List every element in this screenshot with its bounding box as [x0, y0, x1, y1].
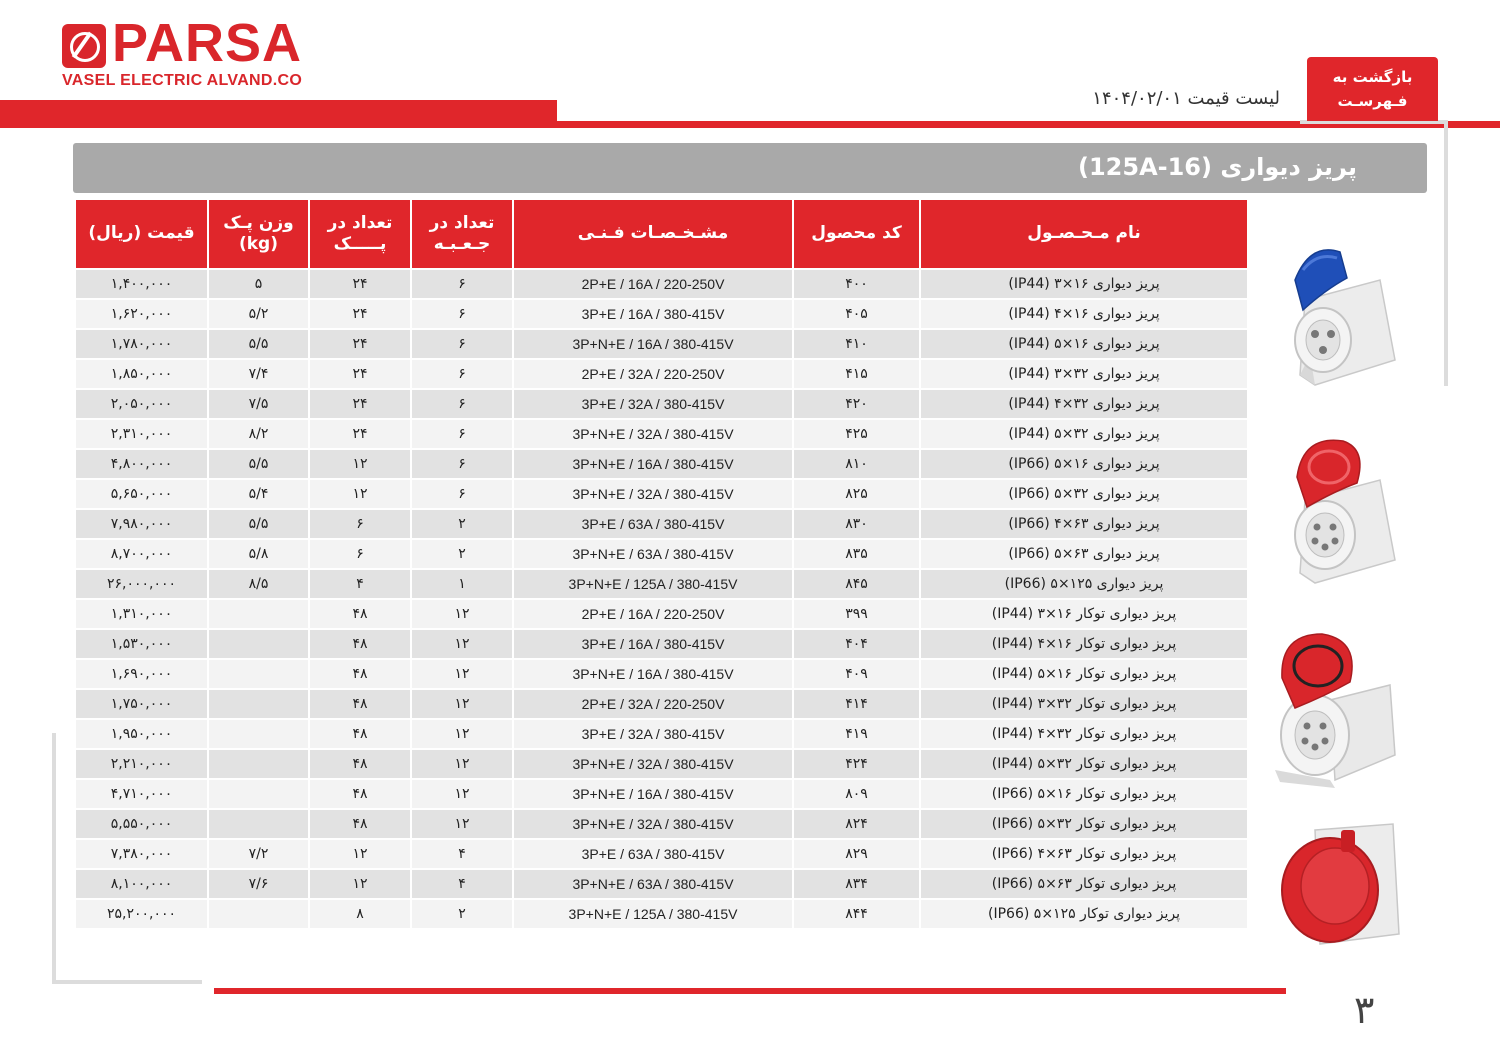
cell-pack-weight	[209, 720, 308, 748]
cell-product-name: پریز دیواری ۳۲×۴ (IP44)	[921, 390, 1247, 418]
header-per-pack: تعداد در پـــــک	[310, 200, 410, 268]
cell-specs: 3P+N+E / 63A / 380-415V	[514, 870, 792, 898]
cell-per-box: ۶	[412, 480, 512, 508]
cell-per-box: ۲	[412, 900, 512, 928]
cell-product-name: پریز دیواری توکار ۳۲×۵ (IP66)	[921, 810, 1247, 838]
cell-product-name: پریز دیواری توکار ۱۲۵×۵ (IP66)	[921, 900, 1247, 928]
cell-per-box: ۴	[412, 870, 512, 898]
cell-product-name: پریز دیواری ۳۲×۵ (IP44)	[921, 420, 1247, 448]
table-header-row	[76, 200, 1247, 268]
price-table	[74, 198, 1249, 930]
cell-product-code: ۴۰۹	[794, 660, 919, 688]
cell-product-name: پریز دیواری توکار ۱۶×۳ (IP44)	[921, 600, 1247, 628]
header-per-box: تعداد در جـعـبـه	[412, 200, 512, 268]
cell-product-code: ۳۹۹	[794, 600, 919, 628]
cell-product-code: ۴۱۵	[794, 360, 919, 388]
cell-per-box: ۶	[412, 360, 512, 388]
cell-product-name: پریز دیواری توکار ۳۲×۳ (IP44)	[921, 690, 1247, 718]
cell-price: ۷,۳۸۰,۰۰۰	[76, 840, 207, 868]
cell-product-name: پریز دیواری ۱۶×۴ (IP44)	[921, 300, 1247, 328]
cell-product-name: پریز دیواری ۶۳×۵ (IP66)	[921, 540, 1247, 568]
table-body	[76, 270, 1247, 928]
cell-price: ۸,۷۰۰,۰۰۰	[76, 540, 207, 568]
table-row	[76, 540, 1247, 568]
cell-per-box: ۶	[412, 420, 512, 448]
cell-pack-weight: ۵/۵	[209, 450, 308, 478]
cell-price: ۲۵,۲۰۰,۰۰۰	[76, 900, 207, 928]
cell-product-code: ۴۲۴	[794, 750, 919, 778]
cell-per-pack: ۲۴	[310, 330, 410, 358]
cell-price: ۲۶,۰۰۰,۰۰۰	[76, 570, 207, 598]
cell-pack-weight: ۷/۴	[209, 360, 308, 388]
cell-specs: 3P+N+E / 125A / 380-415V	[514, 570, 792, 598]
cell-pack-weight	[209, 750, 308, 778]
table-row	[76, 570, 1247, 598]
table-row	[76, 600, 1247, 628]
cell-specs: 3P+N+E / 16A / 380-415V	[514, 450, 792, 478]
cell-price: ۱,۶۲۰,۰۰۰	[76, 300, 207, 328]
table-row	[76, 450, 1247, 478]
header-price: قیمت (ریال)	[76, 200, 207, 268]
cell-price: ۷,۹۸۰,۰۰۰	[76, 510, 207, 538]
cell-price: ۱,۸۵۰,۰۰۰	[76, 360, 207, 388]
cell-per-pack: ۱۲	[310, 450, 410, 478]
brand-subtitle: VASEL ELECTRIC ALVAND.CO	[62, 72, 303, 89]
back-button-line1: بازگشت به	[1332, 68, 1413, 86]
cell-specs: 3P+N+E / 16A / 380-415V	[514, 660, 792, 688]
cell-product-code: ۸۳۴	[794, 870, 919, 898]
cell-product-name: پریز دیواری ۳۲×۵ (IP66)	[921, 480, 1247, 508]
cell-product-code: ۸۴۴	[794, 900, 919, 928]
cell-pack-weight: ۵/۴	[209, 480, 308, 508]
table-row	[76, 480, 1247, 508]
cell-product-name: پریز دیواری ۱۶×۵ (IP66)	[921, 450, 1247, 478]
header-product-name: نام مـحـصـول	[921, 200, 1247, 268]
table-row	[76, 900, 1247, 928]
cell-pack-weight: ۵/۵	[209, 510, 308, 538]
cell-price: ۱,۶۹۰,۰۰۰	[76, 660, 207, 688]
table-row	[76, 780, 1247, 808]
cell-pack-weight: ۵/۵	[209, 330, 308, 358]
cell-product-code: ۸۲۴	[794, 810, 919, 838]
cell-product-name: پریز دیواری توکار ۳۲×۵ (IP44)	[921, 750, 1247, 778]
cell-per-pack: ۲۴	[310, 420, 410, 448]
cell-per-pack: ۴	[310, 570, 410, 598]
cell-price: ۱,۷۵۰,۰۰۰	[76, 690, 207, 718]
price-list-date: لیست قیمت ۱۴۰۴/۰۲/۰۱	[1092, 88, 1280, 109]
cell-product-code: ۴۲۰	[794, 390, 919, 418]
cell-price: ۱,۳۱۰,۰۰۰	[76, 600, 207, 628]
cell-per-pack: ۲۴	[310, 360, 410, 388]
cell-pack-weight	[209, 900, 308, 928]
price-table-container	[74, 198, 1245, 930]
cell-product-name: پریز دیواری توکار ۱۶×۴ (IP44)	[921, 630, 1247, 658]
cell-per-pack: ۴۸	[310, 780, 410, 808]
cell-price: ۱,۹۵۰,۰۰۰	[76, 720, 207, 748]
cell-specs: 3P+N+E / 32A / 380-415V	[514, 420, 792, 448]
cell-per-box: ۱۲	[412, 630, 512, 658]
cell-pack-weight	[209, 690, 308, 718]
brand-name: PARSA	[112, 13, 303, 73]
cell-price: ۴,۷۱۰,۰۰۰	[76, 780, 207, 808]
cell-pack-weight	[209, 630, 308, 658]
cell-per-box: ۱۲	[412, 810, 512, 838]
cell-price: ۸,۱۰۰,۰۰۰	[76, 870, 207, 898]
cell-pack-weight: ۷/۲	[209, 840, 308, 868]
cell-product-name: پریز دیواری توکار ۱۶×۵ (IP44)	[921, 660, 1247, 688]
table-row	[76, 690, 1247, 718]
cell-price: ۴,۸۰۰,۰۰۰	[76, 450, 207, 478]
table-row	[76, 840, 1247, 868]
table-row	[76, 660, 1247, 688]
cell-per-pack: ۲۴	[310, 270, 410, 298]
cell-per-pack: ۴۸	[310, 690, 410, 718]
cell-per-box: ۶	[412, 300, 512, 328]
section-title: پریز دیواری (16-125A)	[1078, 153, 1357, 181]
cell-specs: 3P+N+E / 63A / 380-415V	[514, 540, 792, 568]
cell-product-name: پریز دیواری ۱۲۵×۵ (IP66)	[921, 570, 1247, 598]
cell-product-code: ۸۳۰	[794, 510, 919, 538]
cell-per-box: ۲	[412, 510, 512, 538]
cell-price: ۱,۵۳۰,۰۰۰	[76, 630, 207, 658]
cell-product-name: پریز دیواری توکار ۶۳×۴ (IP66)	[921, 840, 1247, 868]
cell-pack-weight: ۵/۸	[209, 540, 308, 568]
cell-per-pack: ۲۴	[310, 390, 410, 418]
cell-per-pack: ۸	[310, 900, 410, 928]
cell-per-box: ۶	[412, 330, 512, 358]
cell-product-name: پریز دیواری ۳۲×۳ (IP44)	[921, 360, 1247, 388]
cell-product-code: ۸۱۰	[794, 450, 919, 478]
cell-pack-weight	[209, 810, 308, 838]
cell-per-pack: ۲۴	[310, 300, 410, 328]
cell-product-code: ۸۲۵	[794, 480, 919, 508]
blue-wall-socket-icon	[1285, 240, 1400, 390]
red-wall-socket-ip66-icon	[1285, 435, 1400, 585]
red-surface-socket-icon	[1270, 630, 1405, 790]
decorative-line	[1444, 122, 1448, 386]
cell-product-name: پریز دیواری توکار ۶۳×۵ (IP66)	[921, 870, 1247, 898]
cell-product-code: ۸۰۹	[794, 780, 919, 808]
cell-pack-weight	[209, 780, 308, 808]
table-row	[76, 300, 1247, 328]
cell-per-pack: ۴۸	[310, 660, 410, 688]
cell-price: ۲,۰۵۰,۰۰۰	[76, 390, 207, 418]
header-pack-weight: وزن پـک (kg)	[209, 200, 308, 268]
cell-pack-weight	[209, 600, 308, 628]
cell-specs: 3P+E / 63A / 380-415V	[514, 840, 792, 868]
table-row	[76, 870, 1247, 898]
cell-product-code: ۴۱۹	[794, 720, 919, 748]
cell-per-box: ۱۲	[412, 600, 512, 628]
cell-specs: 3P+E / 63A / 380-415V	[514, 510, 792, 538]
cell-product-code: ۴۰۰	[794, 270, 919, 298]
cell-per-pack: ۱۲	[310, 480, 410, 508]
cell-per-box: ۶	[412, 450, 512, 478]
cell-product-code: ۴۰۴	[794, 630, 919, 658]
cell-product-code: ۸۲۹	[794, 840, 919, 868]
header-specs: مشـخـصـات فـنـی	[514, 200, 792, 268]
cell-product-name: پریز دیواری ۶۳×۴ (IP66)	[921, 510, 1247, 538]
cell-price: ۱,۴۰۰,۰۰۰	[76, 270, 207, 298]
brand-logo	[62, 13, 322, 92]
cell-price: ۲,۲۱۰,۰۰۰	[76, 750, 207, 778]
decorative-line	[52, 733, 56, 983]
cell-specs: 2P+E / 16A / 220-250V	[514, 600, 792, 628]
table-row	[76, 390, 1247, 418]
cell-specs: 3P+E / 32A / 380-415V	[514, 720, 792, 748]
cell-product-code: ۸۴۵	[794, 570, 919, 598]
table-row	[76, 330, 1247, 358]
back-to-index-button[interactable]	[1307, 57, 1438, 121]
cell-specs: 2P+E / 32A / 220-250V	[514, 360, 792, 388]
cell-per-pack: ۱۲	[310, 840, 410, 868]
cell-product-code: ۸۳۵	[794, 540, 919, 568]
cell-price: ۱,۷۸۰,۰۰۰	[76, 330, 207, 358]
cell-per-box: ۱۲	[412, 690, 512, 718]
cell-price: ۲,۳۱۰,۰۰۰	[76, 420, 207, 448]
cell-specs: 3P+E / 32A / 380-415V	[514, 390, 792, 418]
back-button-line2: فـهرسـت	[1337, 92, 1408, 110]
cell-per-pack: ۶	[310, 540, 410, 568]
cell-per-pack: ۴۸	[310, 750, 410, 778]
cell-specs: 2P+E / 16A / 220-250V	[514, 270, 792, 298]
cell-per-box: ۶	[412, 390, 512, 418]
table-row	[76, 270, 1247, 298]
cell-pack-weight	[209, 660, 308, 688]
cell-pack-weight: ۷/۶	[209, 870, 308, 898]
cell-product-name: پریز دیواری ۱۶×۵ (IP44)	[921, 330, 1247, 358]
cell-product-name: پریز دیواری توکار ۳۲×۴ (IP44)	[921, 720, 1247, 748]
cell-specs: 3P+N+E / 16A / 380-415V	[514, 330, 792, 358]
cell-product-code: ۴۱۰	[794, 330, 919, 358]
cell-per-pack: ۶	[310, 510, 410, 538]
cell-per-box: ۱۲	[412, 720, 512, 748]
cell-product-code: ۴۰۵	[794, 300, 919, 328]
table-row	[76, 720, 1247, 748]
cell-per-pack: ۴۸	[310, 600, 410, 628]
table-row	[76, 510, 1247, 538]
cell-per-box: ۱۲	[412, 660, 512, 688]
table-row	[76, 420, 1247, 448]
cell-specs: 3P+N+E / 125A / 380-415V	[514, 900, 792, 928]
logo-mark-icon	[62, 24, 106, 68]
cell-price: ۵,۵۵۰,۰۰۰	[76, 810, 207, 838]
page-number: ۳	[1354, 988, 1375, 1032]
section-header	[73, 143, 1427, 193]
cell-per-pack: ۴۸	[310, 630, 410, 658]
cell-specs: 3P+N+E / 32A / 380-415V	[514, 480, 792, 508]
cell-pack-weight: ۵	[209, 270, 308, 298]
cell-pack-weight: ۸/۵	[209, 570, 308, 598]
table-row	[76, 630, 1247, 658]
cell-pack-weight: ۸/۲	[209, 420, 308, 448]
cell-per-box: ۲	[412, 540, 512, 568]
table-row	[76, 810, 1247, 838]
cell-specs: 2P+E / 32A / 220-250V	[514, 690, 792, 718]
cell-per-box: ۱۲	[412, 750, 512, 778]
cell-per-box: ۱	[412, 570, 512, 598]
table-row	[76, 750, 1247, 778]
cell-specs: 3P+N+E / 32A / 380-415V	[514, 810, 792, 838]
cell-specs: 3P+N+E / 16A / 380-415V	[514, 780, 792, 808]
cell-specs: 3P+E / 16A / 380-415V	[514, 630, 792, 658]
cell-per-pack: ۱۲	[310, 870, 410, 898]
cell-pack-weight: ۷/۵	[209, 390, 308, 418]
cell-specs: 3P+N+E / 32A / 380-415V	[514, 750, 792, 778]
cell-product-code: ۴۲۵	[794, 420, 919, 448]
red-flush-socket-icon	[1275, 822, 1403, 947]
cell-product-name: پریز دیواری ۱۶×۳ (IP44)	[921, 270, 1247, 298]
cell-price: ۵,۶۵۰,۰۰۰	[76, 480, 207, 508]
decorative-line	[52, 980, 202, 984]
cell-per-pack: ۴۸	[310, 720, 410, 748]
table-row	[76, 360, 1247, 388]
cell-pack-weight: ۵/۲	[209, 300, 308, 328]
cell-per-box: ۱۲	[412, 780, 512, 808]
header-red-bar	[0, 100, 557, 128]
cell-product-code: ۴۱۴	[794, 690, 919, 718]
footer-red-bar	[214, 988, 1286, 994]
cell-specs: 3P+E / 16A / 380-415V	[514, 300, 792, 328]
header-product-code: کد محصول	[794, 200, 919, 268]
cell-per-pack: ۴۸	[310, 810, 410, 838]
cell-product-name: پریز دیواری توکار ۱۶×۵ (IP66)	[921, 780, 1247, 808]
cell-per-box: ۴	[412, 840, 512, 868]
cell-per-box: ۶	[412, 270, 512, 298]
